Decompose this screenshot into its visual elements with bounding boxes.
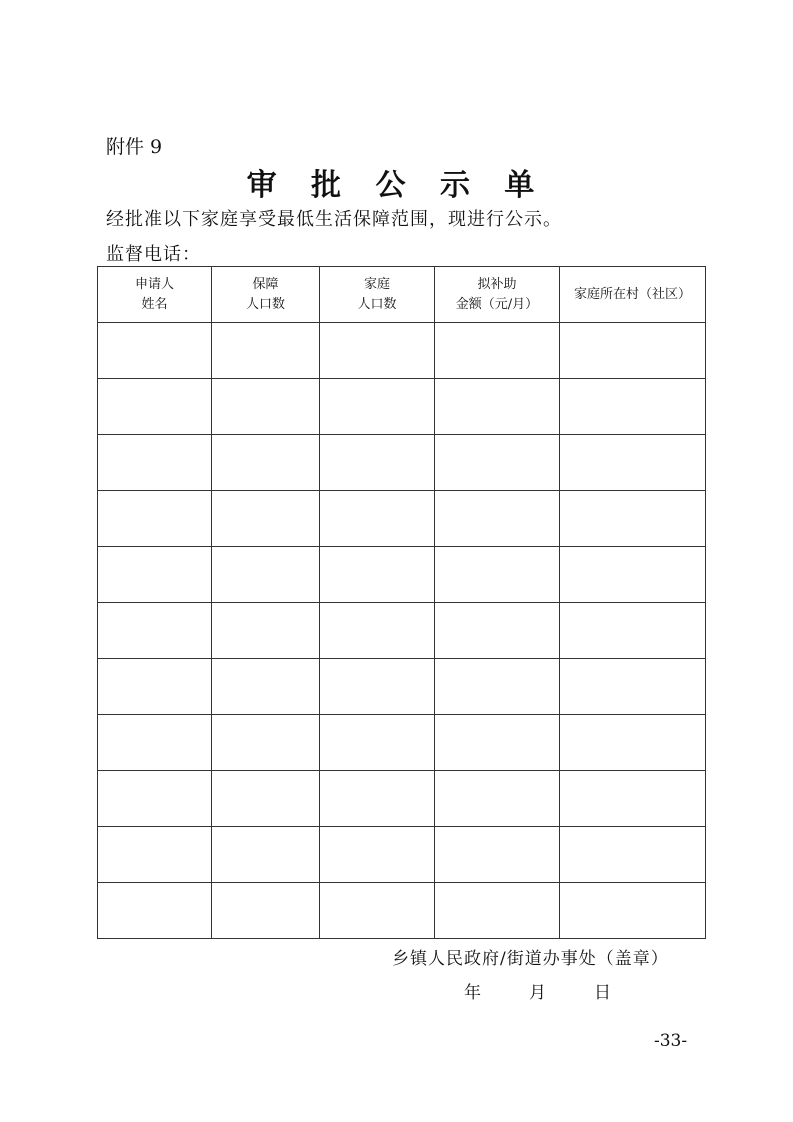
- table-cell: [212, 547, 320, 603]
- table-cell: [435, 715, 560, 771]
- table-cell: [98, 771, 212, 827]
- table-cell: [212, 771, 320, 827]
- table-row: [98, 491, 706, 547]
- table-cell: [560, 883, 706, 939]
- table-cell: [435, 379, 560, 435]
- table-cell: [212, 379, 320, 435]
- table-cell: [98, 827, 212, 883]
- header-subsidy-amount: 拟补助 金额（元/月）: [435, 267, 560, 323]
- header-applicant-name: 申请人 姓名: [98, 267, 212, 323]
- table-cell: [435, 435, 560, 491]
- table-cell: [98, 547, 212, 603]
- table-cell: [560, 491, 706, 547]
- table-cell: [320, 715, 435, 771]
- date-month: 月: [529, 983, 546, 1003]
- issuer-signature: 乡镇人民政府/街道办事处（盖章）: [392, 949, 669, 969]
- table-cell: [212, 827, 320, 883]
- attachment-label: 附件 9: [106, 136, 163, 158]
- table-cell: [212, 659, 320, 715]
- page-title: 审 批 公 示 单: [246, 168, 547, 203]
- table-header-row: [98, 267, 706, 323]
- table-row: [98, 715, 706, 771]
- table-row: [98, 435, 706, 491]
- table-cell: [435, 883, 560, 939]
- table-cell: [98, 379, 212, 435]
- table-cell: [212, 603, 320, 659]
- table-cell: [560, 827, 706, 883]
- table-cell: [320, 659, 435, 715]
- table-cell: [560, 659, 706, 715]
- table-cell: [320, 827, 435, 883]
- table-cell: [435, 659, 560, 715]
- table-cell: [98, 715, 212, 771]
- date-line: [464, 978, 611, 1003]
- table-row: [98, 771, 706, 827]
- table-cell: [98, 659, 212, 715]
- table-cell: [560, 771, 706, 827]
- table-cell: [320, 323, 435, 379]
- table-cell: [435, 827, 560, 883]
- table-cell: [435, 323, 560, 379]
- table-cell: [320, 603, 435, 659]
- table-cell: [320, 379, 435, 435]
- date-day: 日: [594, 983, 611, 1003]
- table-row: [98, 547, 706, 603]
- table-row: [98, 659, 706, 715]
- table-cell: [435, 491, 560, 547]
- table-cell: [560, 603, 706, 659]
- table-cell: [212, 491, 320, 547]
- intro-text: 经批准以下家庭享受最低生活保障范围，现进行公示。: [106, 209, 562, 230]
- table-cell: [560, 435, 706, 491]
- table-row: [98, 603, 706, 659]
- table-cell: [560, 715, 706, 771]
- table-cell: [98, 603, 212, 659]
- table-cell: [212, 883, 320, 939]
- table-cell: [435, 603, 560, 659]
- table-cell: [212, 435, 320, 491]
- table-cell: [320, 435, 435, 491]
- approval-table: [97, 266, 706, 939]
- table-cell: [435, 547, 560, 603]
- table-cell: [560, 547, 706, 603]
- table-row: [98, 323, 706, 379]
- header-village-community: 家庭所在村（社区）: [560, 267, 706, 323]
- table-cell: [435, 771, 560, 827]
- table-cell: [98, 491, 212, 547]
- header-covered-persons: 保障 人口数: [212, 267, 320, 323]
- table-cell: [560, 379, 706, 435]
- table-cell: [320, 547, 435, 603]
- table-cell: [212, 715, 320, 771]
- table-cell: [320, 771, 435, 827]
- table-cell: [320, 883, 435, 939]
- table-row: [98, 827, 706, 883]
- table-cell: [98, 323, 212, 379]
- table-row: [98, 379, 706, 435]
- table-cell: [98, 435, 212, 491]
- page-number: -33-: [654, 1031, 688, 1051]
- table-row: [98, 883, 706, 939]
- date-year: 年: [464, 983, 481, 1003]
- table-cell: [212, 323, 320, 379]
- table-cell: [560, 323, 706, 379]
- supervision-phone-label: 监督电话：: [106, 244, 201, 265]
- header-household-size: 家庭 人口数: [320, 267, 435, 323]
- table-cell: [98, 883, 212, 939]
- table-cell: [320, 491, 435, 547]
